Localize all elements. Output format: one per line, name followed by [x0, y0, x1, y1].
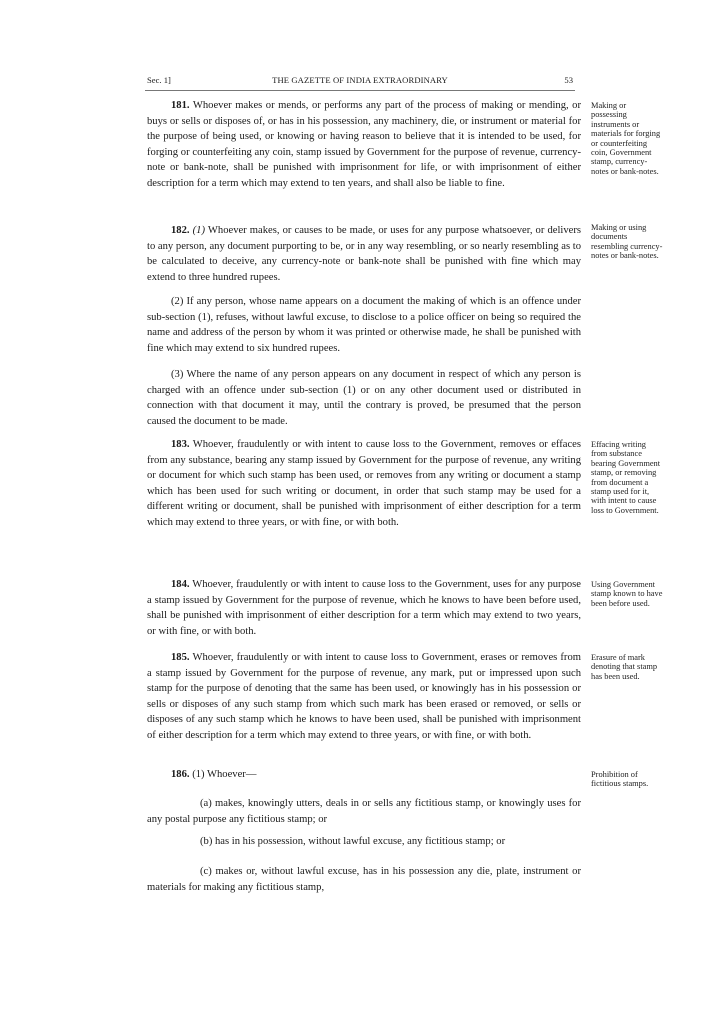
section-text: (1) Whoever—: [189, 769, 257, 780]
gazette-title: THE GAZETTE OF INDIA EXTRAORDINARY: [272, 75, 448, 85]
section-text: Whoever, fraudulently or with intent to cause loss to the Government, uses for any purpose a stamp issued by Government for the purpose of revenue, which he knows to have been before used, shall be punished with imprisonment of either description for a term which may extend to two years, or with fine, or with both.: [147, 579, 581, 637]
clause-c: (c) makes or, without lawful excuse, has in his possession any die, plate, instrument or materials for making any fictitious stamp,: [147, 866, 581, 893]
margin-note-185: Erasure of mark denoting that stamp has been used.: [591, 653, 658, 681]
section-reference: Sec. 1]: [147, 75, 171, 85]
margin-note-181: Making or possessing instruments or materials for forging or counterfeiting coin, Government stamp, currency-notes or bank-notes.: [591, 101, 661, 176]
clause-a: (a) makes, knowingly utters, deals in or sells any fictitious stamp, or knowingly uses for any postal purpose any fictitious stamp; or: [147, 798, 581, 825]
section-185: [147, 650, 581, 744]
section-text: Whoever, fraudulently or with intent to cause loss to the Government, removes or effaces from any substance, bearing any stamp issued by Government for the purpose of revenue, any writing or document for which such stamp has been used, or removes from any writing or document a stamp which has been used for such writing or document, in order that such stamp may be used for a different writing or document, shall be punished with imprisonment of either description for a term which may extend to three years, or with fine, or with both.: [147, 439, 581, 528]
page-number: 53: [564, 75, 573, 85]
section-number: 186.: [171, 769, 190, 780]
margin-note-182: Making or using documents resembling currency-notes or bank-notes.: [591, 223, 663, 261]
section-text: Whoever makes or mends, or performs any part of the process of making or mending, or buys or sells or disposes of, or has in his possession, any machinery, die, or instrument or material for the purpose of being used, or knowing or having reason to believe that it is intended to be used, for forging or counterfeiting any coin, stamp issued by Government for the purpose of revenue, currency-note or bank-note, shall be punished with imprisonment for life, or with imprisonment of either description for a term which may extend to ten years, and shall also be liable to fine.: [147, 100, 581, 189]
section-186: [147, 767, 581, 783]
subsection-label: (1): [192, 225, 205, 236]
margin-note-183: Effacing writing from substance bearing Government stamp, or removing from document a stamp used for it, with intent to cause loss to Government.: [591, 440, 661, 515]
section-184: [147, 577, 581, 639]
section-182-sub2: (2) If any person, whose name appears on a document the making of which is an offence under sub-section (1), refuses, without lawful excuse, to disclose to a police officer on being so required the name and address of the person by whom it was printed or otherwise made, he shall be punished with fine which may extend to six hundred rupees.: [147, 296, 581, 354]
section-text: Whoever makes, or causes to be made, or uses for any purpose whatsoever, or delivers to any person, any document purporting to be, or in any way resembling, or so nearly resembling as to be calculated to deceive, any currency-note or bank-note shall be punished with fine which may extend to three hundred rupees.: [147, 225, 581, 283]
page-header: [147, 75, 573, 89]
margin-note-184: Using Government stamp known to have been before used.: [591, 580, 663, 608]
section-182: [147, 223, 581, 285]
section-183: [147, 437, 581, 531]
margin-note-186: Prohibition of fictitious stamps.: [591, 770, 649, 789]
section-number: 183.: [171, 439, 190, 450]
section-number: 184.: [171, 579, 190, 590]
section-number: 182.: [171, 225, 190, 236]
clause-b: (b) has in his possession, without lawful excuse, any fictitious stamp; or: [200, 836, 506, 847]
section-181: [147, 98, 581, 192]
header-rule: [145, 90, 575, 91]
section-182-sub3: (3) Where the name of any person appears on any document in respect of which any person is charged with an offence under sub-section (1) or on any other document used or distributed in connection with that document it may, until the contrary is proved, be presumed that the person caused the document to be made.: [147, 369, 581, 427]
section-text: Whoever, fraudulently or with intent to cause loss to Government, erases or removes from a stamp issued by Government for the purpose of revenue, any mark, put or impressed upon such stamp for the purpose of denoting that the same has been used, or knowingly has in his possession or sells or disposes of any such stamp from which such mark has been erased or removed, or sells or disposes of any such stamp which he knows to have been used, shall be punished with imprisonment of either description for a term which may extend to three years, or with fine, or with both.: [147, 652, 581, 741]
section-number: 185.: [171, 652, 190, 663]
section-number: 181.: [171, 100, 190, 111]
